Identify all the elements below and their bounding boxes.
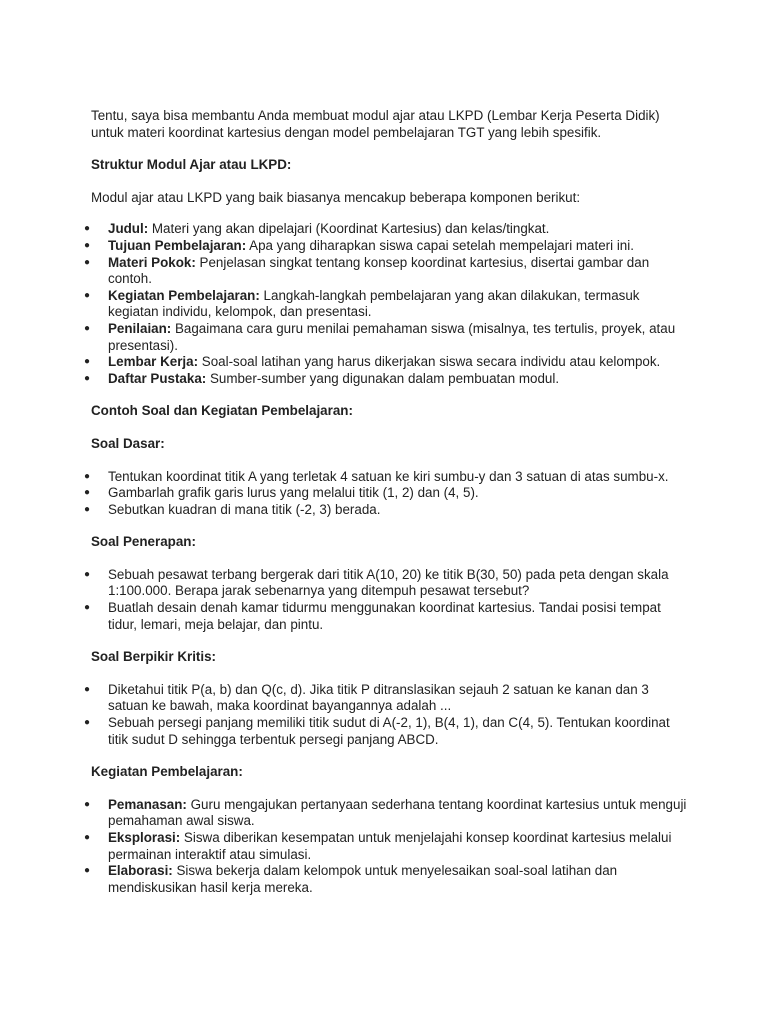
list-item xyxy=(91,797,691,830)
examples-heading: Contoh Soal dan Kegiatan Pembelajaran: xyxy=(91,403,353,419)
item-desc: Soal-soal latihan yang harus dikerjakan siswa secara individu atau kelompok. xyxy=(198,354,661,370)
item-desc: Apa yang diharapkan siswa capai setelah mempelajari materi ini. xyxy=(246,237,634,253)
list-item: ● Sebuah pesawat terbang bergerak dari titik A(10, 20) ke titik B(30, 50) pada peta dengan skala 1:100.000. Berapa jarak sebenarnya yang ditempuh pesawat tersebut? xyxy=(91,567,691,600)
list-item: ● Gambarlah grafik garis lurus yang melalui titik (1, 2) dan (4, 5). xyxy=(91,485,691,502)
applied-list xyxy=(91,567,691,633)
item-term: Materi Pokok: xyxy=(108,254,196,270)
list-item xyxy=(91,354,691,371)
list-item: ● Sebutkan kuadran di mana titik (-2, 3) berada. xyxy=(91,502,691,519)
list-item xyxy=(91,830,691,863)
item-desc: Guru mengajukan pertanyaan sederhana tentang koordinat kartesius untuk menguji pemahaman awal siswa. xyxy=(108,796,687,829)
item-term: Tujuan Pembelajaran: xyxy=(108,237,247,253)
item-term: Daftar Pustaka: xyxy=(108,370,207,386)
list-item xyxy=(91,863,691,896)
structure-heading: Struktur Modul Ajar atau LKPD: xyxy=(91,157,292,173)
item-term: Judul: xyxy=(108,221,149,237)
structure-intro: Modul ajar atau LKPD yang baik biasanya mencakup beberapa komponen berikut: xyxy=(91,189,581,205)
item-term: Penilaian: xyxy=(108,320,172,336)
list-item xyxy=(91,321,691,354)
list-item xyxy=(91,371,691,388)
list-item: ● Sebuah persegi panjang memiliki titik sudut di A(-2, 1), B(4, 1), dan C(4, 5). Tentukan koordinat titik sudut D sehingga terbentuk persegi panjang ABCD. xyxy=(91,715,691,748)
basic-list xyxy=(91,469,691,519)
critical-heading: Soal Berpikir Kritis: xyxy=(91,649,217,665)
item-term: Kegiatan Pembelajaran: xyxy=(108,287,260,303)
item-term: Pemanasan: xyxy=(108,796,187,812)
list-item xyxy=(91,221,691,238)
list-item xyxy=(91,238,691,255)
intro-paragraph: Tentu, saya bisa membantu Anda membuat modul ajar atau LKPD (Lembar Kerja Peserta Didik) untuk materi koordinat kartesius dengan model pembelajaran TGT yang lebih spesifik. xyxy=(91,108,660,140)
applied-heading: Soal Penerapan: xyxy=(91,534,196,550)
item-desc: Siswa bekerja dalam kelompok untuk menyelesaikan soal-soal latihan dan mendiskusikan hasil kerja mereka. xyxy=(108,863,618,895)
activities-heading: Kegiatan Pembelajaran: xyxy=(91,764,243,780)
list-item xyxy=(91,288,691,321)
document-page xyxy=(91,108,691,896)
list-item: ● Tentukan koordinat titik A yang terletak 4 satuan ke kiri sumbu-y dan 3 satuan di atas sumbu-x. xyxy=(91,469,691,486)
list-item: ● Buatlah desain denah kamar tidurmu menggunakan koordinat kartesius. Tandai posisi tempat tidur, lemari, meja belajar, dan pintu. xyxy=(91,600,691,633)
critical-list xyxy=(91,682,691,748)
item-desc: Langkah-langkah pembelajaran yang akan dilakukan, termasuk kegiatan individu, kelompok, dan presentasi. xyxy=(108,287,640,320)
item-desc: Siswa diberikan kesempatan untuk menjelajahi konsep koordinat kartesius melalui permainan interaktif atau simulasi. xyxy=(108,830,672,862)
components-list xyxy=(91,221,691,387)
item-desc: Penjelasan singkat tentang konsep koordinat kartesius, disertai gambar dan contoh. xyxy=(108,254,650,287)
basic-heading: Soal Dasar: xyxy=(91,435,165,451)
item-desc: Bagaimana cara guru menilai pemahaman siswa (misalnya, tes tertulis, proyek, atau presentasi). xyxy=(108,320,676,353)
activities-list xyxy=(91,797,691,897)
item-desc: Materi yang akan dipelajari (Koordinat Kartesius) dan kelas/tingkat. xyxy=(148,221,550,237)
item-term: Lembar Kerja: xyxy=(108,354,199,370)
item-term: Elaborasi: xyxy=(108,863,173,879)
list-item xyxy=(91,255,691,288)
item-desc: Sumber-sumber yang digunakan dalam pembuatan modul. xyxy=(206,370,560,386)
list-item: ● Diketahui titik P(a, b) dan Q(c, d). Jika titik P ditranslasikan sejauh 2 satuan ke kanan dan 3 satuan ke bawah, maka koordinat bayangannya adalah ... xyxy=(91,682,691,715)
item-term: Eksplorasi: xyxy=(108,830,181,845)
